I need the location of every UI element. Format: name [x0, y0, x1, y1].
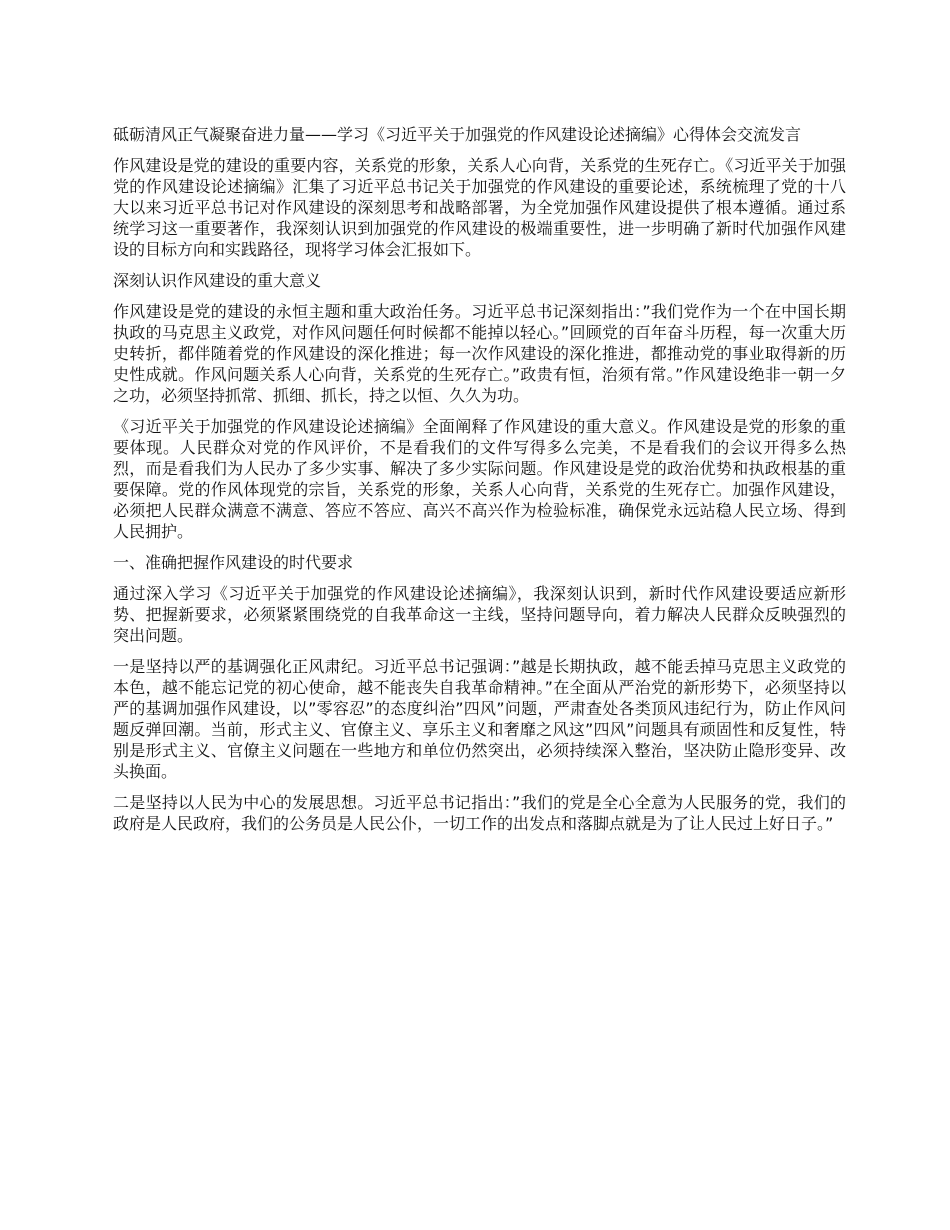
paragraph-requirements-intro: 通过深入学习《习近平关于加强党的作风建设论述摘编》，我深刻认识到，新时代作风建设要适应新形势、把握新要求，必须紧紧围绕党的自我革命这一主线，坚持问题导向，着力解决人民群众反映强烈的突出问题。 [113, 584, 846, 645]
paragraph-intro: 作风建设是党的建设的重要内容，关系党的形象，关系人心向背，关系党的生死存亡。《习近平关于加强党的作风建设论述摘编》汇集了习近平总书记关于加强党的作风建设的重要论述，系统梳理了党的十八大以来习近平总书记对作风建设的深刻思考和战略部署，为全党加强作风建设提供了根本遵循。通过系统学习这一重要著作，我深刻认识到加强党的作风建设的极端重要性，进一步明确了新时代加强作风建设的目标方向和实践路径，现将学习体会汇报如下。 [113, 156, 846, 259]
paragraph-point-two: 二是坚持以人民为中心的发展思想。习近平总书记指出：”我们的党是全心全意为人民服务的党，我们的政府是人民政府，我们的公务员是人民公仆，一切工作的出发点和落脚点就是为了让人民过上好日子。” [113, 793, 846, 833]
document-page [113, 124, 846, 844]
paragraph-significance-1: 作风建设是党的建设的永恒主题和重大政治任务。习近平总书记深刻指出：”我们党作为一个在中国长期执政的马克思主义政党，对作风问题任何时候都不能掉以轻心。”回顾党的百年奋斗历程，每一次重大历史转折，都伴随着党的作风建设的深化推进；每一次作风建设的深化推进，都推动党的事业取得新的历史性成就。作风问题关系人心向背，关系党的生死存亡。”政贵有恒，治须有常。”作风建设绝非一朝一夕之功，必须坚持抓常、抓细、抓长，持之以恒、久久为功。 [113, 302, 846, 405]
paragraph-significance-2: 《习近平关于加强党的作风建设论述摘编》全面阐释了作风建设的重大意义。作风建设是党的形象的重要体现。人民群众对党的作风评价，不是看我们的文件写得多么完美，不是看我们的会议开得多么热烈，而是看我们为人民办了多少实事、解决了多少实际问题。作风建设是党的政治优势和执政根基的重要保障。党的作风体现党的宗旨，关系党的形象，关系人心向背，关系党的生死存亡。加强作风建设，必须把人民群众满意不满意、答应不答应、高兴不高兴作为检验标准，确保党永远站稳人民立场、得到人民拥护。 [113, 417, 846, 541]
section-heading-requirements: 一、准确把握作风建设的时代要求 [113, 553, 354, 572]
document-title: 砥砺清风正气凝聚奋进力量——学习《习近平关于加强党的作风建设论述摘编》心得体会交流发言 [113, 125, 802, 144]
paragraph-point-one: 一是坚持以严的基调强化正风肃纪。习近平总书记强调：”越是长期执政，越不能丢掉马克思主义政党的本色，越不能忘记党的初心使命，越不能丧失自我革命精神。”在全面从严治党的新形势下，必须坚持以严的基调加强作风建设，以”零容忍”的态度纠治”四风”问题，严肃查处各类顶风违纪行为，防止作风问题反弹回潮。当前，形式主义、官僚主义、享乐主义和奢靡之风这”四风”问题具有顽固性和反复性，特别是形式主义、官僚主义问题在一些地方和单位仍然突出，必须持续深入整治，坚决防止隐形变异、改头换面。 [113, 657, 846, 781]
section-heading-significance: 深刻认识作风建设的重大意义 [113, 271, 322, 290]
